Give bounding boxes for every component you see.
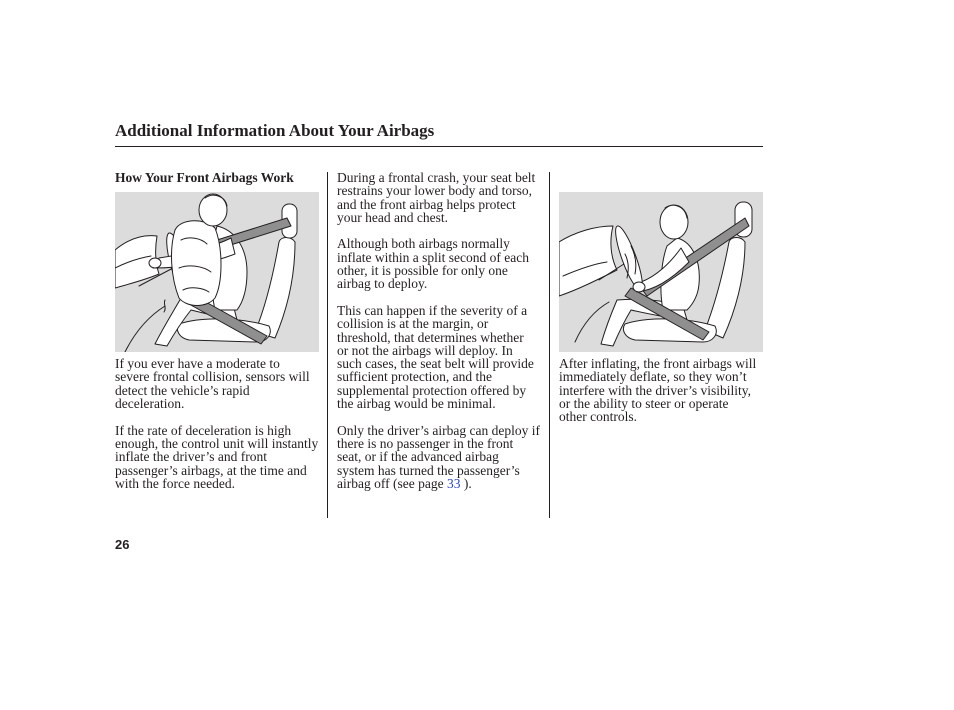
figure-airbag-inflated xyxy=(115,192,319,352)
text-line: Although both airbags normally xyxy=(337,236,510,252)
seat-back xyxy=(255,238,295,339)
left-column-text xyxy=(115,357,321,503)
text-line: passenger’s airbags, at the time and xyxy=(115,462,307,478)
dashboard-shape xyxy=(559,226,617,296)
figure-airbag-deflated xyxy=(559,192,763,352)
page-reference-link[interactable]: 33 xyxy=(446,475,461,491)
text-fragment: airbag off (see page xyxy=(337,475,447,491)
text-line: immediately deflate, so they won’t xyxy=(559,369,747,385)
paragraph xyxy=(337,237,543,290)
paragraph xyxy=(115,357,321,410)
text-line-with-link xyxy=(337,477,543,490)
text-line: deceleration. xyxy=(115,396,185,412)
text-line: seat, or if the advanced airbag xyxy=(337,449,499,465)
driver-hand xyxy=(633,282,645,292)
text-line: threshold, that determines whether xyxy=(337,329,524,345)
text-line: or the ability to steer or operate xyxy=(559,396,729,412)
middle-column-text xyxy=(337,171,543,503)
text-line: inflate within a split second of each xyxy=(337,249,529,265)
text-line: restrains your lower body and torso, xyxy=(337,183,532,199)
text-line: airbag to deploy. xyxy=(337,276,428,292)
paragraph xyxy=(559,357,765,423)
text-line: sufficient protection, and the xyxy=(337,369,492,385)
page-number: 26 xyxy=(115,537,130,552)
text-line: and the front airbag helps protect xyxy=(337,196,516,212)
text-line: there is no passenger in the front xyxy=(337,435,514,451)
text-line: such cases, the seat belt will provide xyxy=(337,356,534,372)
column-divider-right xyxy=(549,172,550,518)
column-divider-left xyxy=(327,172,328,518)
driver-airbag-inflated-illustration xyxy=(115,192,319,352)
text-line: other controls. xyxy=(559,409,637,425)
text-line: detect the vehicle’s rapid xyxy=(115,382,250,398)
text-line: enough, the control unit will instantly xyxy=(115,435,319,451)
driver-hand xyxy=(149,258,161,268)
paragraph xyxy=(337,171,543,224)
text-line: the airbag would be minimal. xyxy=(337,396,496,412)
inflated-airbag xyxy=(172,221,221,306)
section-heading-text: How Your Front Airbags Work xyxy=(115,170,294,185)
driver-airbag-deflated-illustration xyxy=(559,192,763,352)
text-line: After inflating, the front airbags will xyxy=(559,356,757,372)
text-line: your head and chest. xyxy=(337,209,448,225)
text-fragment: ). xyxy=(460,475,472,491)
text-line: system has turned the passenger’s xyxy=(337,462,520,478)
text-line: other, it is possible for only one xyxy=(337,263,508,279)
text-line: with the force needed. xyxy=(115,475,235,491)
text-line: If you ever have a moderate to xyxy=(115,356,280,372)
paragraph xyxy=(337,304,543,410)
text-line: or not the airbags will deploy. In xyxy=(337,342,513,358)
paragraph xyxy=(337,424,543,490)
paragraph xyxy=(115,424,321,490)
text-line: supplemental protection offered by xyxy=(337,382,527,398)
right-column-text xyxy=(559,357,765,437)
text-line: During a frontal crash, your seat belt xyxy=(337,170,536,185)
title-underline-rule xyxy=(115,146,763,147)
text-line: interfere with the driver’s visibility, xyxy=(559,382,751,398)
page-title: Additional Information About Your Airbags xyxy=(115,121,435,140)
text-line: collision is at the margin, or xyxy=(337,316,489,332)
text-line: Only the driver’s airbag can deploy if xyxy=(337,422,540,438)
text-line: severe frontal collision, sensors will xyxy=(115,369,310,385)
text-line: If the rate of deceleration is high xyxy=(115,422,292,438)
section-heading xyxy=(115,171,321,184)
text-line: inflate the driver’s and front xyxy=(115,449,267,465)
text-line: This can happen if the severity of a xyxy=(337,302,528,318)
